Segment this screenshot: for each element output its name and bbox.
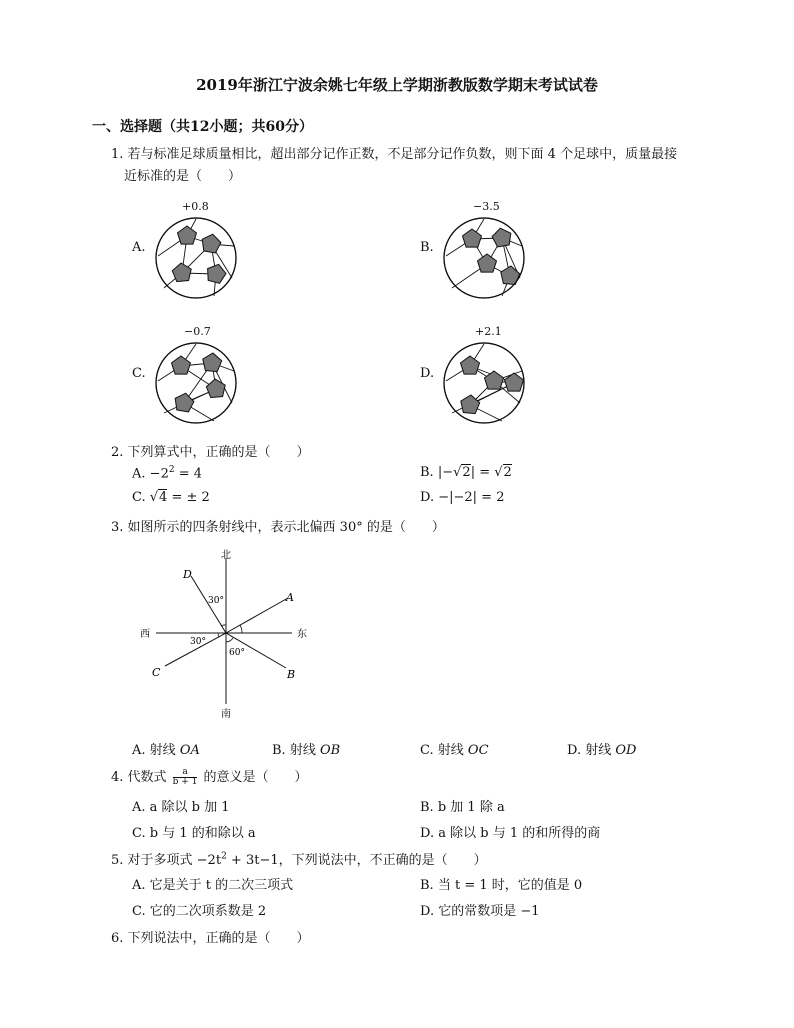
q4-c-text: b 与 1 的和除以 a — [149, 826, 256, 841]
q5-stem-pre: 5. 对于多项式 −2t — [111, 853, 222, 868]
q4-fraction — [173, 768, 198, 787]
q4-option-c — [132, 822, 256, 841]
q3-c-var: OC — [467, 743, 489, 758]
label-angle-sb: 60° — [229, 648, 245, 658]
q2-a-text: −2 — [149, 466, 169, 482]
q5-option-b — [420, 874, 582, 893]
q4-b-text: b 加 1 除 a — [437, 800, 505, 815]
q5-c-text: 它的二次项系数是 2 — [149, 904, 267, 919]
q2-option-d — [420, 490, 504, 505]
label-east: 东 — [297, 629, 307, 640]
q3-b-label: B. — [272, 743, 286, 758]
q1-option-d-label: D. — [420, 366, 435, 381]
q4-a-text: a 除以 b 加 1 — [149, 800, 230, 815]
q2-b-pre: |− — [437, 465, 454, 480]
label-angle-nd: 30° — [208, 596, 224, 606]
q2-d-text: −|−2| = 2 — [438, 490, 505, 505]
q1-option-c-label: C. — [132, 366, 146, 381]
q4-stem — [111, 766, 308, 787]
q1-option-b-value: −3.5 — [473, 200, 500, 213]
q2-a-rest: = 4 — [174, 466, 203, 482]
q3-stem: 3. 如图所示的四条射线中，表示北偏西 30° 的是（ ） — [111, 520, 445, 535]
section-heading: 一、选择题（共12小题；共60分） — [92, 119, 313, 135]
q2-b-mid: | = — [470, 465, 495, 480]
q4-d-label: D. — [420, 826, 435, 841]
q2-a-label: A. — [132, 466, 146, 482]
q2-option-c: C. √4 = ± 2 — [132, 490, 210, 505]
q3-d-var: OD — [615, 743, 637, 758]
q5-stem-post: + 3t−1，下列说法中，不正确的是（ ） — [226, 853, 487, 868]
q3-d-text: 射线 — [585, 743, 616, 758]
label-north: 北 — [221, 550, 231, 561]
q3-option-a — [132, 739, 200, 758]
q5-d-label: D. — [420, 904, 435, 919]
soccer-ball-icon-b — [442, 216, 526, 300]
q5-option-c — [132, 900, 266, 919]
q5-a-label: A. — [132, 878, 146, 893]
q5-option-a — [132, 874, 293, 893]
q2-d-label: D. — [420, 490, 435, 505]
label-point-a: A — [286, 591, 294, 604]
label-point-c: C — [152, 666, 161, 679]
angle-arc-nd — [221, 625, 226, 626]
label-point-d: D — [183, 568, 192, 581]
q2-a-exp: 2 — [168, 465, 175, 475]
q1-option-b-label: B. — [420, 240, 434, 255]
q4-b-label: B. — [420, 800, 434, 815]
q4-option-b — [420, 796, 505, 815]
q6-stem: 6. 下列说法中，正确的是（ ） — [111, 931, 310, 946]
q4-a-label: A. — [132, 800, 146, 815]
q3-option-d — [567, 739, 636, 758]
q1-option-d-value: +2.1 — [475, 325, 502, 338]
q5-b-text: 当 t = 1 时，它的值是 0 — [437, 878, 583, 893]
soccer-ball-icon-a — [154, 216, 238, 300]
q4-option-d — [420, 822, 600, 841]
q4-d-text: a 除以 b 与 1 的和所得的商 — [438, 826, 601, 841]
q1-stem-line1: 1. 若与标准足球质量相比，超出部分记作正数，不足部分记作负数，则下面 4 个足球中，质量最接 — [111, 147, 678, 162]
q3-c-text: 射线 — [437, 743, 468, 758]
q5-c-label: C. — [132, 904, 146, 919]
q1-option-a-value: +0.8 — [182, 200, 209, 213]
q3-b-text: 射线 — [289, 743, 320, 758]
q5-stem — [111, 849, 487, 868]
q3-c-label: C. — [420, 743, 434, 758]
q3-a-var: OA — [179, 743, 200, 758]
q5-a-text: 它是关于 t 的二次三项式 — [149, 878, 294, 893]
direction-diagram — [130, 546, 320, 722]
q2-option-a — [132, 465, 202, 481]
q2-c-radicand: 4 — [159, 490, 168, 505]
q4-c-label: C. — [132, 826, 146, 841]
label-west: 西 — [140, 629, 150, 640]
label-south: 南 — [221, 709, 231, 720]
q5-option-d — [420, 900, 540, 919]
q3-a-label: A. — [132, 743, 146, 758]
label-point-b: B — [287, 668, 296, 681]
q2-c-label: C. — [132, 490, 146, 505]
q2-option-b: B. |−√2| = √2 — [420, 465, 512, 480]
q3-b-var: OB — [319, 743, 341, 758]
q5-stem-exp: 2 — [221, 851, 227, 862]
q3-d-label: D. — [567, 743, 582, 758]
q4-stem-post: 的意义是（ ） — [199, 770, 308, 785]
q2-stem: 2. 下列算式中，正确的是（ ） — [111, 445, 310, 460]
ray-oa — [226, 598, 288, 633]
q3-option-b — [272, 739, 340, 758]
label-angle-wc: 30° — [190, 637, 206, 647]
q1-option-c-value: −0.7 — [184, 325, 211, 338]
q1-option-a-label: A. — [132, 240, 146, 255]
q2-b-label: B. — [420, 465, 434, 480]
q1-stem-line2: 近标准的是（ ） — [124, 169, 242, 184]
q2-b-radicand: 2 — [462, 465, 471, 480]
q4-option-a — [132, 796, 230, 815]
q5-b-label: B. — [420, 878, 434, 893]
page-title: 2019年浙江宁波余姚七年级上学期浙教版数学期末考试试卷 — [196, 76, 598, 94]
q4-frac-den: b + 1 — [172, 777, 198, 787]
q4-stem-pre: 4. 代数式 — [111, 770, 171, 785]
q3-a-text: 射线 — [149, 743, 180, 758]
q3-option-c — [420, 739, 489, 758]
angle-arc-sb — [226, 638, 233, 642]
q2-b-radicand2: 2 — [503, 465, 512, 480]
q2-c-rest: = ± 2 — [167, 490, 210, 505]
q5-d-text: 它的常数项是 −1 — [438, 904, 540, 919]
angle-arc-wc — [218, 633, 219, 637]
q4-frac-num: a — [173, 768, 198, 778]
angle-arc-ea — [240, 625, 242, 633]
soccer-ball-icon-c — [154, 341, 238, 425]
soccer-ball-icon-d — [442, 341, 526, 425]
